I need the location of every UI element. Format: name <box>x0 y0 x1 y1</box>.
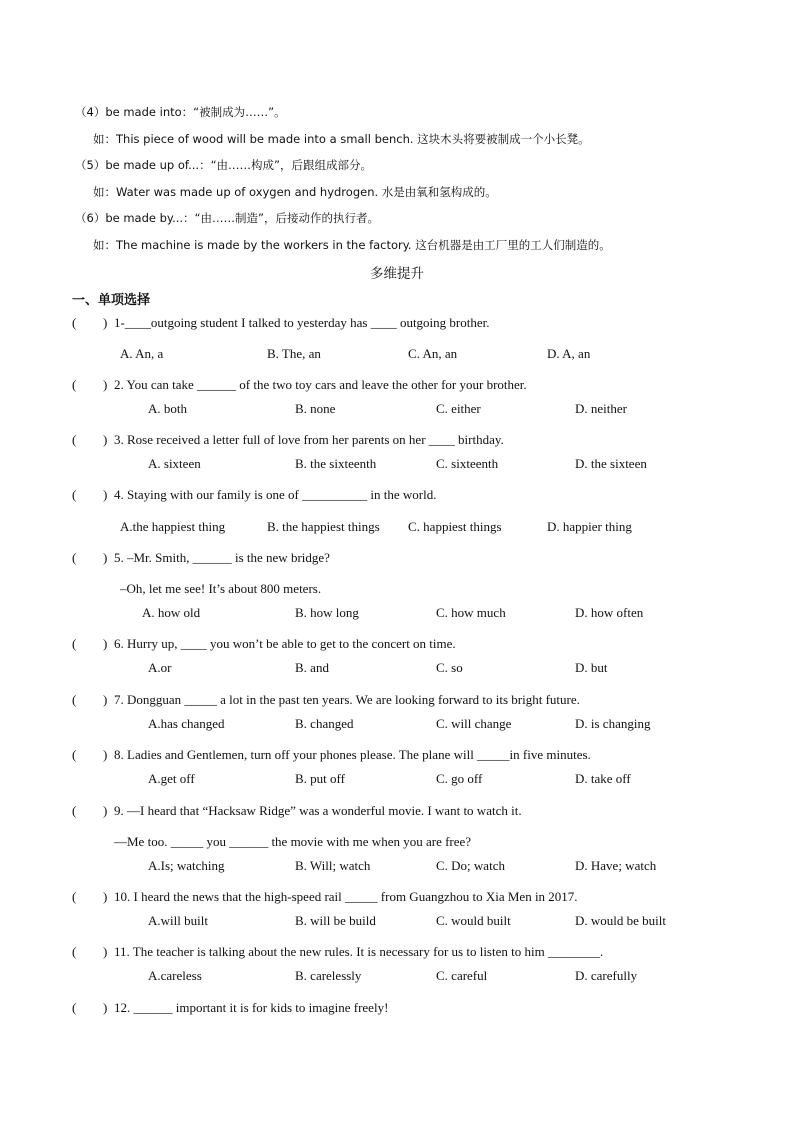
answer-paren-close: ) <box>103 432 108 447</box>
option-c: C. An, an <box>408 346 458 361</box>
option-a: A.careless <box>148 968 202 983</box>
section-title: 多维提升 <box>370 266 424 282</box>
option-d: D. A, an <box>547 346 591 361</box>
option-b: B. the happiest things <box>267 519 380 534</box>
answer-paren-open: ( <box>72 315 77 330</box>
note-rule-5: （5）be made up of...：“由……构成”，后跟组成部分。 <box>75 158 372 172</box>
option-c: C. will change <box>436 716 512 731</box>
answer-paren-close: ) <box>103 1000 108 1015</box>
answer-paren-close: ) <box>103 944 108 959</box>
answer-paren-close: ) <box>103 692 108 707</box>
option-c: C. would built <box>436 913 511 928</box>
option-d: D. but <box>575 660 608 675</box>
section-heading: 一、单项选择 <box>72 293 151 308</box>
option-b: B. and <box>295 660 329 675</box>
question-stem: 6. Hurry up, ____ you won’t be able to get to the concert on time. <box>114 636 456 651</box>
option-a: A.will built <box>148 913 208 928</box>
answer-paren-open: ( <box>72 889 77 904</box>
option-d: D. the sixteen <box>575 456 647 471</box>
option-c: C. careful <box>436 968 488 983</box>
question-stem: 8. Ladies and Gentlemen, turn off your phones please. The plane will _____in five minutes. <box>114 747 591 762</box>
question-stem: 1-____outgoing student I talked to yesterday has ____ outgoing brother. <box>114 315 490 330</box>
answer-paren-open: ( <box>72 432 77 447</box>
option-a: A. how old <box>142 605 201 620</box>
answer-paren-open: ( <box>72 692 77 707</box>
option-b: B. Will; watch <box>295 858 371 873</box>
option-d: D. neither <box>575 401 627 416</box>
option-b: B. the sixteenth <box>295 456 377 471</box>
option-c: C. Do; watch <box>436 858 505 873</box>
option-c: C. sixteenth <box>436 456 499 471</box>
option-a: A. sixteen <box>148 456 201 471</box>
option-d: D. carefully <box>575 968 638 983</box>
answer-paren-close: ) <box>103 803 108 818</box>
question-stem: 2. You can take ______ of the two toy cars and leave the other for your brother. <box>114 377 527 392</box>
option-b: B. will be build <box>295 913 376 928</box>
question-stem: 7. Dongguan _____ a lot in the past ten years. We are looking forward to its bright future. <box>114 692 580 707</box>
question-stem: 4. Staying with our family is one of __________ in the world. <box>114 487 437 502</box>
answer-paren-close: ) <box>103 550 108 565</box>
option-b: B. carelessly <box>295 968 362 983</box>
answer-paren-close: ) <box>103 636 108 651</box>
answer-paren-open: ( <box>72 377 77 392</box>
answer-paren-close: ) <box>103 377 108 392</box>
question-stem: 11. The teacher is talking about the new rules. It is necessary for us to listen to him ________. <box>114 944 604 959</box>
option-d: D. take off <box>575 771 631 786</box>
note-rule-4: （4）be made into：“被制成为……”。 <box>75 105 286 119</box>
option-b: B. The, an <box>267 346 321 361</box>
option-a: A. An, a <box>120 346 164 361</box>
option-a: A.has changed <box>148 716 225 731</box>
option-d: D. is changing <box>575 716 651 731</box>
option-a: A.get off <box>148 771 195 786</box>
answer-paren-close: ) <box>103 487 108 502</box>
option-a: A.Is; watching <box>148 858 225 873</box>
answer-paren-open: ( <box>72 944 77 959</box>
option-b: B. how long <box>295 605 359 620</box>
note-rule-6: （6）be made by...：“由……制造”，后接动作的执行者。 <box>75 211 379 225</box>
answer-paren-close: ) <box>103 747 108 762</box>
option-c: C. so <box>436 660 463 675</box>
option-a: A.the happiest thing <box>120 519 226 534</box>
option-b: B. put off <box>295 771 345 786</box>
answer-paren-open: ( <box>72 487 77 502</box>
question-stem: 12. ______ important it is for kids to imagine freely! <box>114 1000 389 1015</box>
option-d: D. Have; watch <box>575 858 657 873</box>
answer-paren-open: ( <box>72 1000 77 1015</box>
answer-paren-open: ( <box>72 636 77 651</box>
note-example-4: 如：This piece of wood will be made into a small bench. 这块木头将要被制成一个小长凳。 <box>93 132 590 146</box>
option-c: C. go off <box>436 771 483 786</box>
question-dialogue-line: –Oh, let me see! It’s about 800 meters. <box>120 581 322 596</box>
option-a: A.or <box>148 660 172 675</box>
question-stem: 9. —I heard that “Hacksaw Ridge” was a wonderful movie. I want to watch it. <box>114 803 522 818</box>
note-example-5: 如：Water was made up of oxygen and hydrogen. 水是由氧和氢构成的。 <box>93 185 497 199</box>
answer-paren-open: ( <box>72 803 77 818</box>
question-stem: 5. –Mr. Smith, ______ is the new bridge? <box>114 550 330 565</box>
answer-paren-close: ) <box>103 889 108 904</box>
option-a: A. both <box>148 401 187 416</box>
option-b: B. changed <box>295 716 354 731</box>
answer-paren-close: ) <box>103 315 108 330</box>
option-d: D. how often <box>575 605 644 620</box>
option-d: D. would be built <box>575 913 666 928</box>
question-stem: 3. Rose received a letter full of love from her parents on her ____ birthday. <box>114 432 504 447</box>
note-example-6: 如：The machine is made by the workers in the factory. 这台机器是由工厂里的工人们制造的。 <box>93 238 611 252</box>
question-dialogue-line: —Me too. _____ you ______ the movie with me when you are free? <box>114 834 472 849</box>
option-c: C. happiest things <box>408 519 502 534</box>
answer-paren-open: ( <box>72 550 77 565</box>
option-d: D. happier thing <box>547 519 632 534</box>
option-c: C. either <box>436 401 481 416</box>
option-c: C. how much <box>436 605 506 620</box>
question-stem: 10. I heard the news that the high-speed rail _____ from Guangzhou to Xia Men in 2017. <box>114 889 578 904</box>
answer-paren-open: ( <box>72 747 77 762</box>
option-b: B. none <box>295 401 336 416</box>
